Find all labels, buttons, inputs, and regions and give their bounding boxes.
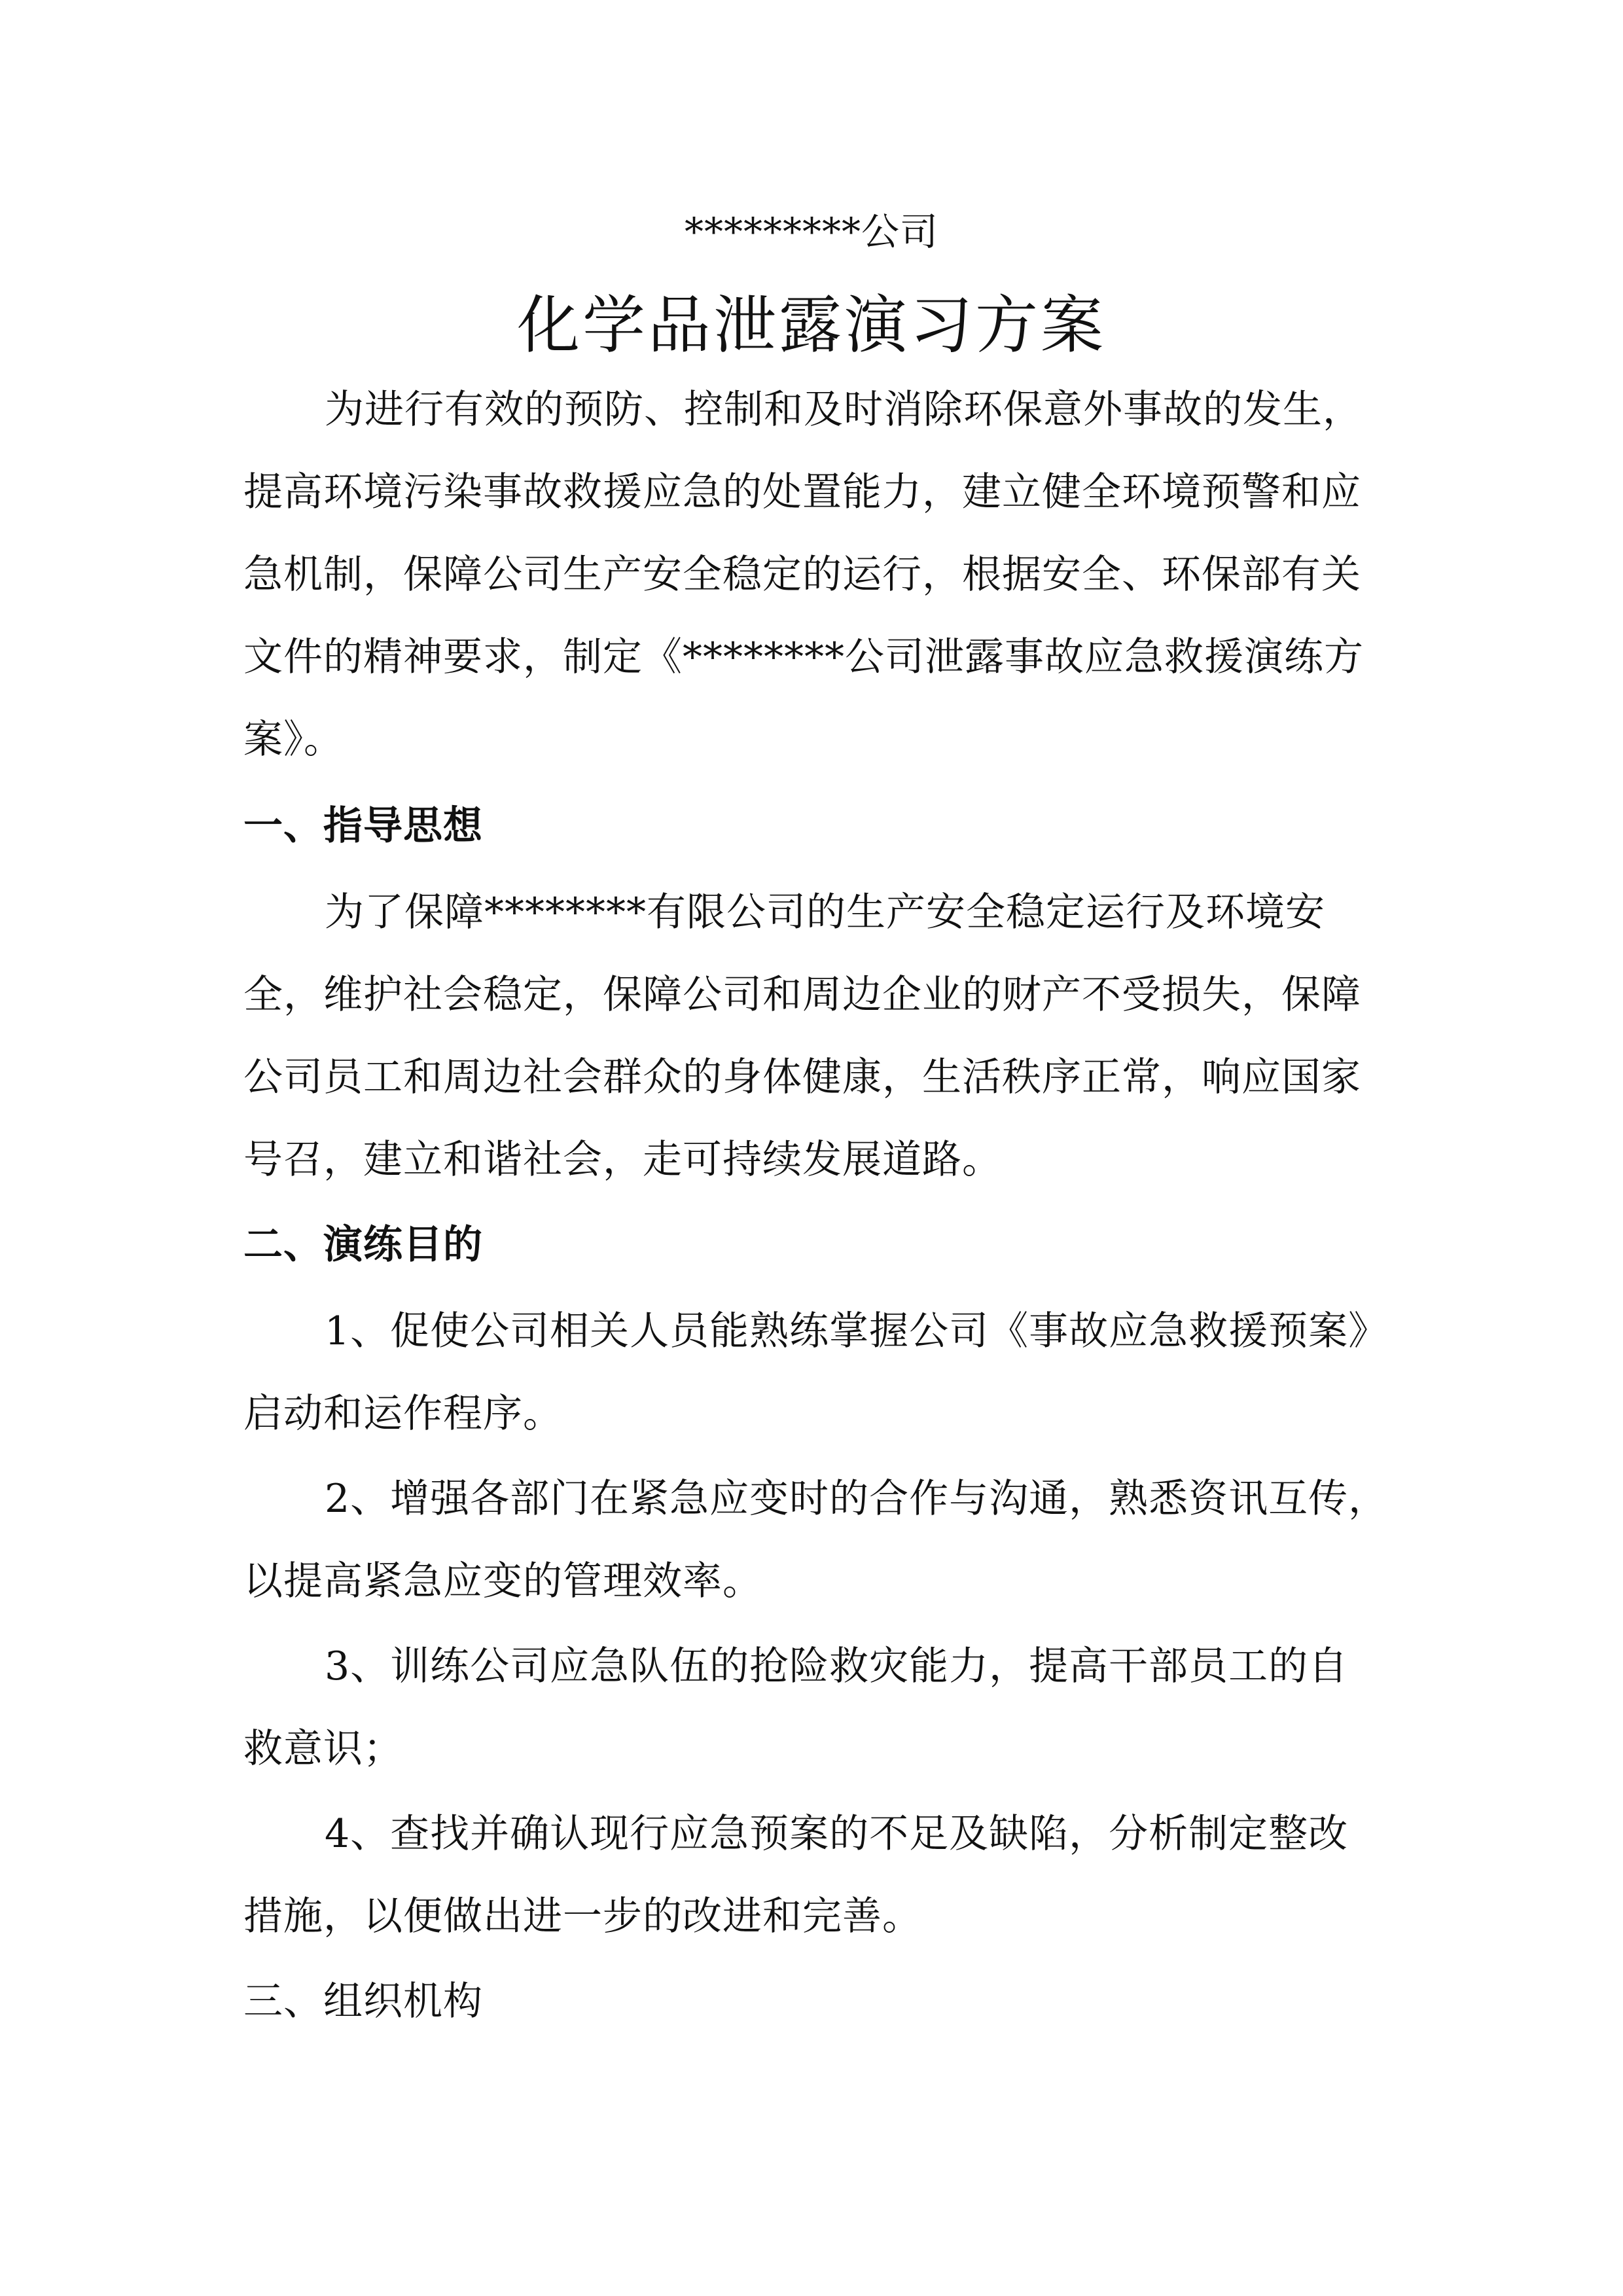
intro-line: 急机制，保障公司生产安全稳定的运行，根据安全、环保部有关	[243, 552, 1361, 598]
purpose-item-line: 以提高紧急应变的管理效率。	[243, 1558, 762, 1604]
paragraph-line: 公司员工和周边社会群众的身体健康，生活秩序正常，响应国家	[243, 1054, 1361, 1100]
purpose-item-line: 2、增强各部门在紧急应变时的合作与沟通，熟悉资讯互传，	[325, 1476, 1389, 1522]
paragraph-line: 为了保障********有限公司的生产安全稳定运行及环境安	[325, 889, 1325, 935]
purpose-item-line: 3、训练公司应急队伍的抢险救灾能力，提高干部员工的自	[325, 1643, 1349, 1689]
paragraph-line: 全，维护社会稳定，保障公司和周边企业的财产不受损失，保障	[243, 972, 1361, 1018]
company-name: *********公司	[684, 209, 938, 254]
purpose-item-line: 1、促使公司相关人员能熟练掌握公司《事故应急救援预案》	[325, 1308, 1389, 1354]
section-heading-guiding-ideology: 一、指导思想	[243, 803, 483, 849]
purpose-item-line: 启动和运作程序。	[243, 1391, 563, 1437]
section-heading-organization: 三、组织机构	[243, 1979, 483, 2024]
paragraph-line: 号召，建立和谐社会，走可持续发展道路。	[243, 1137, 1002, 1183]
purpose-item-line: 4、查找并确认现行应急预案的不足及缺陷，分析制定整改	[325, 1811, 1349, 1857]
document-title: 化学品泄露演习方案	[517, 289, 1106, 362]
purpose-item-line: 措施，以便做出进一步的改进和完善。	[243, 1893, 922, 1939]
intro-line: 文件的精神要求，制定《********公司泄露事故应急救援演练方	[243, 634, 1364, 680]
intro-line: 提高环境污染事故救援应急的处置能力，建立健全环境预警和应	[243, 469, 1361, 515]
intro-line: 案》。	[243, 717, 344, 762]
intro-line: 为进行有效的预防、控制和及时消除环保意外事故的发生，	[325, 387, 1363, 433]
purpose-item-line: 救意识；	[243, 1726, 403, 1772]
section-heading-drill-purpose: 二、演练目的	[243, 1222, 483, 1268]
